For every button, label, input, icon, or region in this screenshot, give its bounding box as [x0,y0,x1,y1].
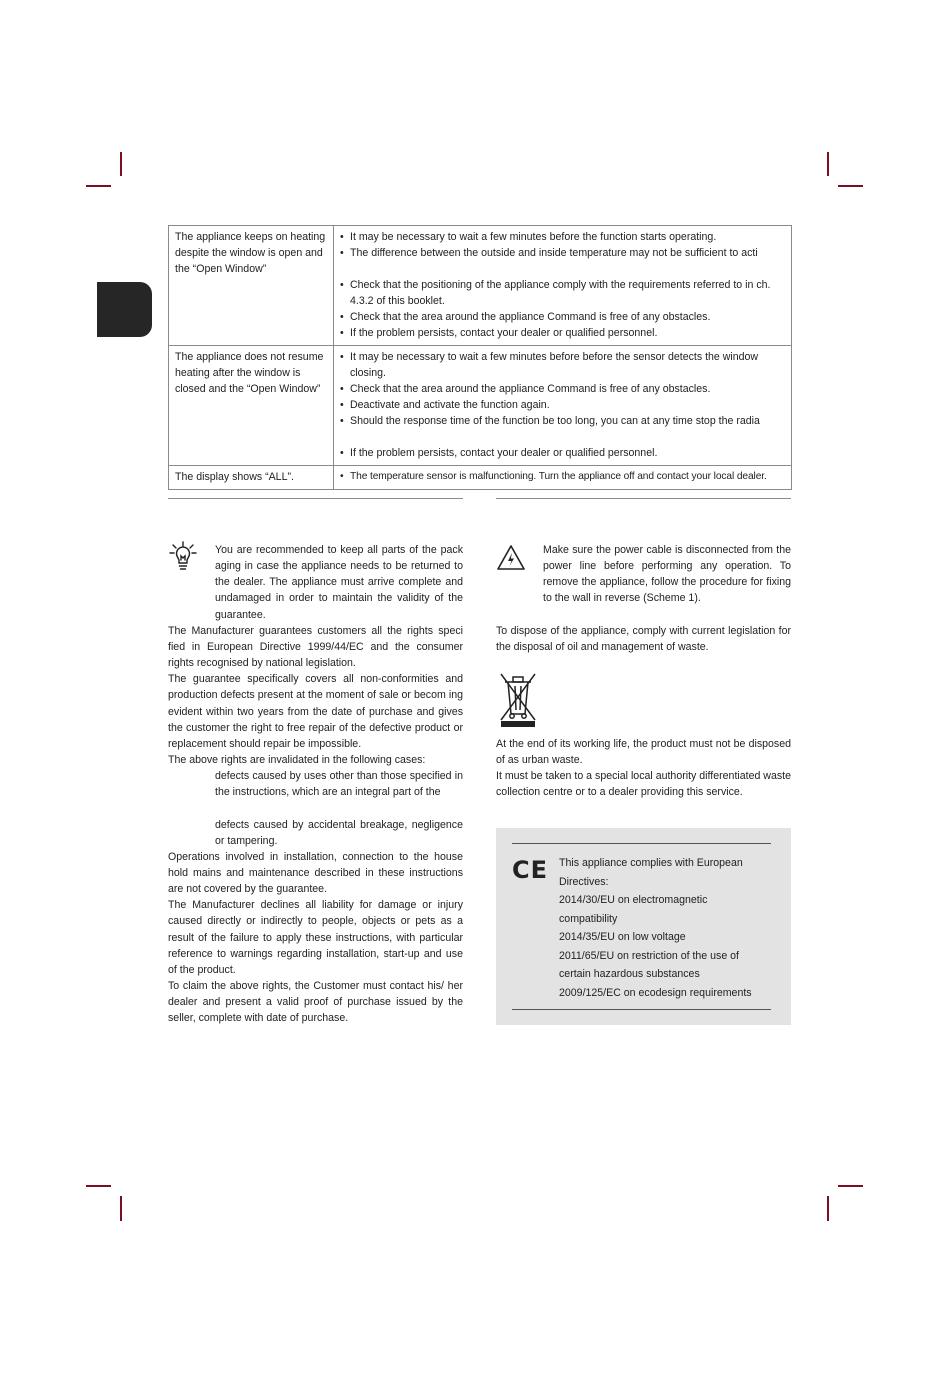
crop-mark [86,1185,111,1187]
cause-cell: The display shows “ALL”. [169,466,334,490]
list-item: • Deactivate and activate the function again. [340,397,785,413]
exclusion-case: defects caused by uses other than those specified in the instructions, which are an integral part of the [215,770,463,799]
compliance-box [496,828,791,1025]
guarantee-paragraph: The Manufacturer guarantees customers all the rights speci fied in European Directive 1999/44/EC and the consumer rights recognised by national legislation. [168,624,463,670]
guarantee-paragraph: The guarantee specifically covers all non-conformities and production defects present at the moment of sale or becom ing evident within two years from the date of purchase and gives the customer the right to free repair of the defective product or replacement should repair be impossible. [168,673,463,750]
compliance-line: 2011/65/EU on restriction of the use of certain hazardous substances [559,949,740,980]
crop-mark [120,1196,122,1221]
crop-mark [86,185,111,187]
disposal-paragraph: At the end of its working life, the product must not be disposed of as urban waste. [496,738,791,767]
section-divider [496,498,791,499]
disposal-paragraph: It must be taken to a special local authority differentiated waste collection centre or to a dealer providing this service. [496,770,791,799]
section-divider [168,498,463,499]
section-tab [97,282,152,337]
exclusion-case: defects caused by accidental breakage, negligence or tampering. [215,818,463,847]
box-rule [512,843,771,844]
compliance-line: 2014/30/EU on electromagnetic compatibility [559,894,708,925]
list-item: • Should the response time of the function be too long, you can at any time stop the radia [340,413,785,429]
crop-mark [838,185,863,187]
list-item: • It may be necessary to wait a few minutes before before the sensor detects the window closing. [340,349,785,381]
list-item: • The temperature sensor is malfunctioning. Turn the appliance off and contact your local dealer. [340,469,785,485]
guarantee-paragraph: The above rights are invalidated in the following cases: [168,754,426,767]
table-row [169,466,792,490]
remedy-cell [334,466,792,490]
troubleshooting-table [168,225,792,490]
list-item: • The difference between the outside and inside temperature may not be sufficient to acti [340,245,785,261]
crop-mark [120,152,122,176]
compliance-line: 2014/35/EU on low voltage [559,931,686,943]
compliance-line: This appliance complies with European Directives: [559,857,743,888]
box-rule [512,1009,771,1010]
compliance-text [559,854,764,1002]
guarantee-section [168,542,463,1027]
list-item: • Check that the area around the appliance Command is free of any obstacles. [340,381,785,397]
crop-mark [827,1196,829,1221]
list-item: • If the problem persists, contact your dealer or qualified personnel. [340,325,785,341]
table-row [169,226,792,346]
list-item: • If the problem persists, contact your dealer or qualified personnel. [340,445,785,461]
ce-mark-icon: CE [512,856,549,884]
disposal-warning [496,542,791,607]
disposal-paragraph: To dispose of the appliance, comply with current legislation for the disposal of oil and management of waste. [496,625,791,654]
list-item: • Check that the positioning of the appliance comply with the requirements referred to in ch. 4.3.2 of this booklet. [340,277,785,309]
cause-cell: The appliance keeps on heating despite the window is open and the “Open Window” [169,226,334,346]
guarantee-paragraph: The Manufacturer declines all liability for damage or injury caused directly or indirectly to people, objects or pets as a result of the failure to apply these instructions, with particular reference to warnings regarding installation, start-up and use of the product. [168,899,463,976]
list-item: • It may be necessary to wait a few minutes before the function starts operating. [340,229,785,245]
disposal-section [496,623,791,655]
crop-mark [838,1185,863,1187]
remedy-cell [334,346,792,466]
table-row [169,346,792,466]
disposal-section [496,736,791,801]
crossed-bin-icon [498,670,538,728]
packaging-note: You are recommended to keep all parts of the pack aging in case the appliance needs to be returned to the dealer. The appliance must arrive complete and undamaged in order to maintain the validity of the guarantee. [215,544,463,621]
crop-mark [827,152,829,176]
cause-cell: The appliance does not resume heating after the window is closed and the “Open Window” [169,346,334,466]
guarantee-paragraph: To claim the above rights, the Customer must contact his/ her dealer and present a valid proof of purchase issued by the seller, complete with date of purchase. [168,980,463,1025]
remedy-cell [334,226,792,346]
guarantee-paragraph: Operations involved in installation, connection to the house hold mains and maintenance described in these instructions are not covered by the guarantee. [168,850,463,896]
compliance-line: 2009/125/EC on ecodesign requirements [559,986,752,999]
list-item: • Check that the area around the appliance Command is free of any obstacles. [340,309,785,325]
warning-text: Make sure the power cable is disconnected from the power line before performing any operation. To remove the appliance, follow the procedure for fixing to the wall in reverse (Scheme 1). [543,544,791,605]
